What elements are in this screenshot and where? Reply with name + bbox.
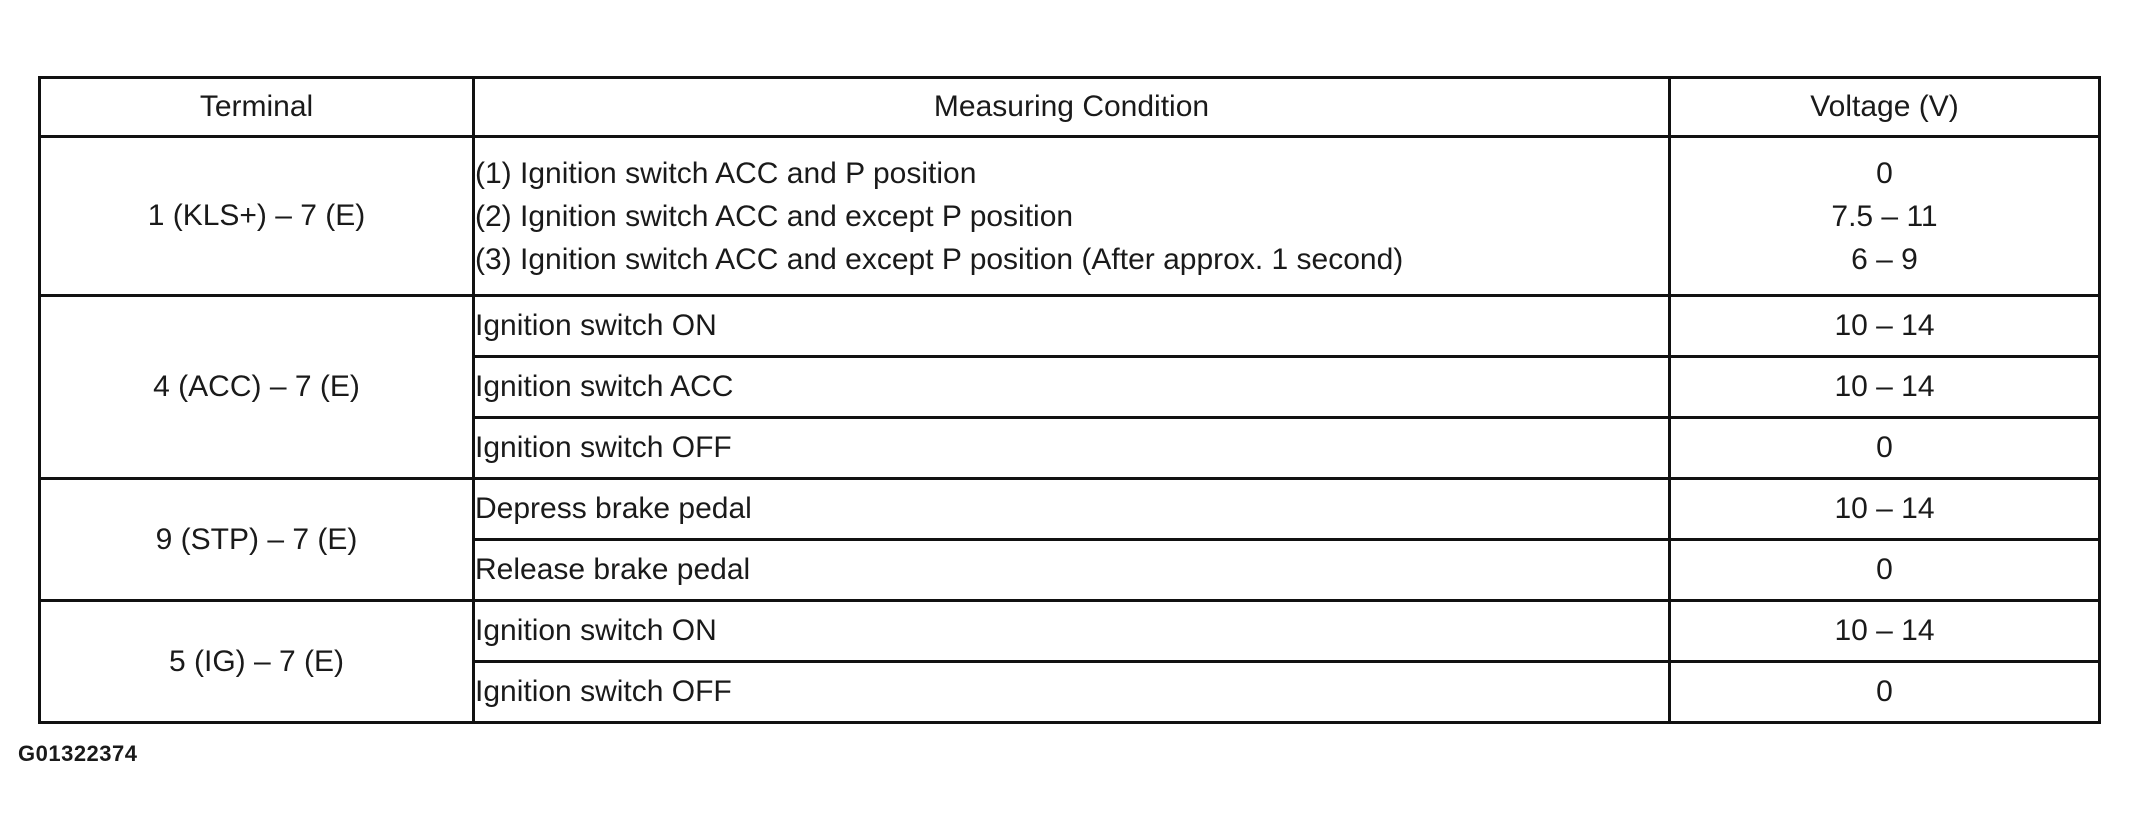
terminal-cell: 9 (STP) – 7 (E) bbox=[40, 479, 474, 601]
condition-line: (2) Ignition switch ACC and except P position bbox=[475, 199, 1074, 233]
voltage-line: 6 – 9 bbox=[1851, 242, 1918, 276]
voltage-cell: 10 – 14 bbox=[1670, 479, 2100, 540]
table-row bbox=[40, 296, 2100, 357]
condition-cell: Depress brake pedal bbox=[474, 479, 1670, 540]
table-row bbox=[40, 137, 2100, 296]
table-row bbox=[40, 601, 2100, 662]
condition-line: (1) Ignition switch ACC and P position bbox=[475, 156, 977, 190]
condition-cell: Ignition switch ON bbox=[474, 601, 1670, 662]
condition-cell: Ignition switch ON bbox=[474, 296, 1670, 357]
voltage-cell: 0 bbox=[1670, 418, 2100, 479]
condition-cell: Ignition switch ACC bbox=[474, 357, 1670, 418]
voltage-line: 7.5 – 11 bbox=[1831, 199, 1938, 233]
condition-cell bbox=[474, 137, 1670, 296]
terminal-voltage-table bbox=[38, 76, 2101, 724]
condition-cell: Release brake pedal bbox=[474, 540, 1670, 601]
voltage-cell bbox=[1670, 137, 2100, 296]
table-row bbox=[40, 479, 2100, 540]
table-header-row bbox=[40, 78, 2100, 137]
condition-cell: Ignition switch OFF bbox=[474, 662, 1670, 723]
voltage-cell: 10 – 14 bbox=[1670, 296, 2100, 357]
voltage-cell: 0 bbox=[1670, 662, 2100, 723]
condition-line: (3) Ignition switch ACC and except P position (After approx. 1 second) bbox=[475, 242, 1404, 276]
header-measuring-condition: Measuring Condition bbox=[474, 78, 1670, 137]
terminal-cell: 1 (KLS+) – 7 (E) bbox=[40, 137, 474, 296]
condition-cell: Ignition switch OFF bbox=[474, 418, 1670, 479]
voltage-cell: 10 – 14 bbox=[1670, 357, 2100, 418]
voltage-cell: 0 bbox=[1670, 540, 2100, 601]
terminal-cell: 5 (IG) – 7 (E) bbox=[40, 601, 474, 723]
voltage-line: 0 bbox=[1876, 156, 1893, 190]
header-terminal: Terminal bbox=[40, 78, 474, 137]
figure-id: G01322374 bbox=[18, 741, 138, 766]
voltage-cell: 10 – 14 bbox=[1670, 601, 2100, 662]
header-voltage: Voltage (V) bbox=[1670, 78, 2100, 137]
terminal-cell: 4 (ACC) – 7 (E) bbox=[40, 296, 474, 479]
